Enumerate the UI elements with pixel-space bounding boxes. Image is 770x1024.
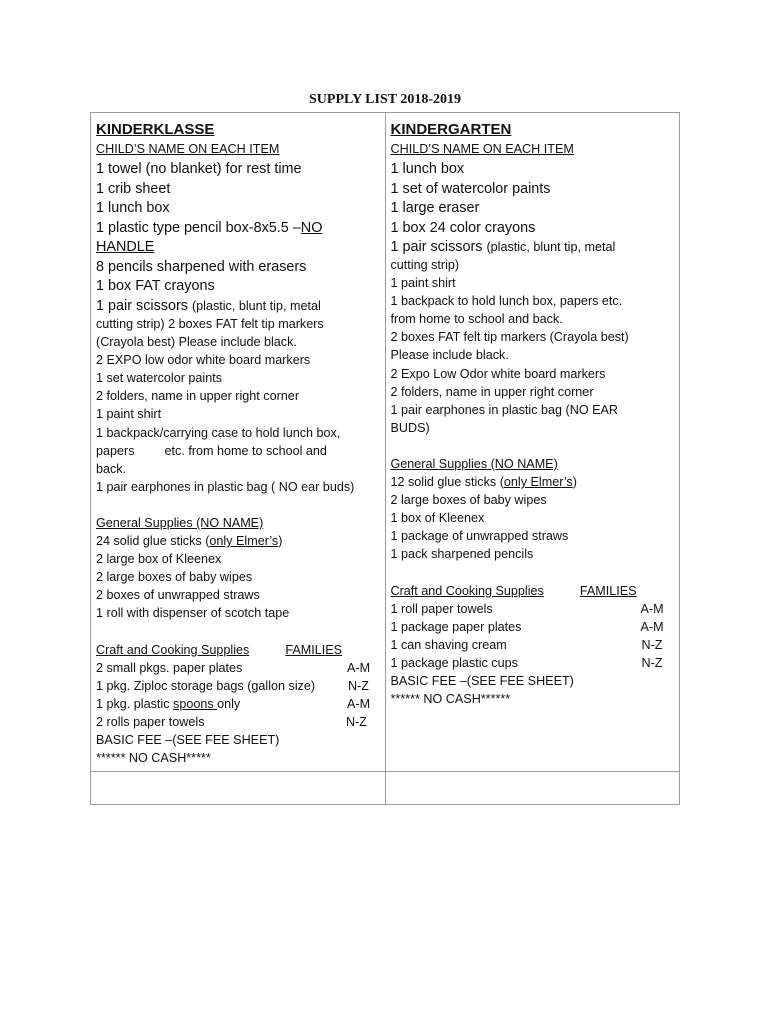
list-item: 24 solid glue sticks (only Elmer’s) [96, 534, 283, 548]
list-item: 1 crib sheet [96, 181, 171, 197]
list-item: 1 lunch box [96, 200, 170, 216]
general-supplies-heading: General Supplies (NO NAME) [390, 457, 558, 471]
list-item: 1 lunch box [390, 161, 465, 177]
craft-item: 1 pkg. Ziploc storage bags (gallon size) [96, 679, 316, 693]
list-item: 1 pack sharpened pencils [390, 547, 534, 561]
list-item: 2 large boxes of baby wipes [96, 570, 253, 584]
list-item: 1 pair scissors (plastic, blunt tip, metal [390, 239, 616, 255]
list-item: 1 box 24 color crayons [390, 220, 536, 236]
empty-footer-cell [385, 772, 680, 805]
document-title: SUPPLY LIST 2018-2019 [309, 92, 461, 107]
kinderklasse-heading: KINDERKLASSE [96, 121, 215, 138]
family-code: A-M [640, 620, 664, 634]
list-item: 2 boxes of unwrapped straws [96, 588, 260, 602]
list-item: 1 pair scissors (plastic, blunt tip, metal [96, 298, 321, 314]
list-item: 1 backpack to hold lunch box, papers etc. [390, 294, 623, 308]
list-item: 1 box of Kleenex [390, 511, 485, 525]
list-item: 1 pair earphones in plastic bag ( NO ear buds) [96, 480, 355, 494]
list-item: 2 folders, name in upper right corner [96, 389, 300, 403]
list-item: 2 large box of Kleenex [96, 552, 222, 566]
craft-item: 1 package paper plates [390, 620, 522, 634]
list-item: 1 paint shirt [96, 407, 162, 421]
craft-item: 1 roll paper towels [390, 602, 493, 616]
cash-note: ****** NO CASH****** [390, 692, 511, 706]
list-item: 1 set watercolor paints [96, 371, 222, 385]
list-item: 1 set of watercolor paints [390, 181, 551, 197]
general-supplies-heading: General Supplies (NO NAME) [96, 516, 264, 530]
name-note: CHILD’S NAME ON EACH ITEM [96, 142, 280, 156]
list-item: back. [96, 462, 127, 476]
list-item: (Crayola best) Please include black. [96, 335, 297, 349]
list-item: 1 towel (no blanket) for rest time [96, 161, 302, 177]
list-item: 2 EXPO low odor white board markers [96, 353, 311, 367]
list-item: 12 solid glue sticks (only Elmer’s) [390, 475, 577, 489]
list-item: 1 paint shirt [390, 276, 456, 290]
list-item: from home to school and back. [390, 312, 563, 326]
list-item: 1 plastic type pencil box-8x5.5 –NO [96, 220, 323, 236]
kindergarten-column [385, 113, 680, 772]
supply-table [90, 112, 680, 805]
empty-footer-cell [91, 772, 386, 805]
name-note: CHILD’S NAME ON EACH ITEM [390, 142, 574, 156]
cash-note: ****** NO CASH***** [96, 751, 211, 765]
list-item: cutting strip) 2 boxes FAT felt tip markers [96, 317, 324, 331]
list-item: cutting strip) [390, 258, 460, 272]
list-item: HANDLE [96, 239, 155, 255]
fee-note: BASIC FEE –(SEE FEE SHEET) [96, 733, 280, 747]
family-code: N-Z [641, 656, 663, 670]
list-item: 2 folders, name in upper right corner [390, 385, 594, 399]
craft-supplies-heading: Craft and Cooking Supplies FAMILIES [390, 584, 637, 598]
craft-item: 1 can shaving cream [390, 638, 507, 652]
list-item: 2 Expo Low Odor white board markers [390, 367, 606, 381]
family-code: A-M [347, 661, 371, 675]
list-item: 1 box FAT crayons [96, 278, 215, 294]
list-item: 2 large boxes of baby wipes [390, 493, 547, 507]
list-item: 1 package of unwrapped straws [390, 529, 569, 543]
family-code: N-Z [641, 638, 663, 652]
craft-supplies-heading: Craft and Cooking Supplies FAMILIES [96, 643, 343, 657]
list-item: 1 backpack/carrying case to hold lunch box, [96, 426, 341, 440]
family-code: A-M [640, 602, 664, 616]
list-item: 8 pencils sharpened with erasers [96, 259, 307, 275]
craft-item: 2 rolls paper towels [96, 715, 205, 729]
kindergarten-heading: KINDERGARTEN [390, 121, 512, 138]
craft-item: 1 package plastic cups [390, 656, 518, 670]
list-item: BUDS) [390, 421, 430, 435]
family-code: A-M [347, 697, 371, 711]
list-item: 1 roll with dispenser of scotch tape [96, 606, 290, 620]
list-item: 1 large eraser [390, 200, 480, 216]
list-item: papers etc. from home to school and [96, 444, 327, 458]
kinderklasse-column [91, 113, 386, 772]
craft-item: 2 small pkgs. paper plates [96, 661, 243, 675]
list-item: Please include black. [390, 348, 509, 362]
family-code: N-Z [348, 679, 369, 693]
fee-note: BASIC FEE –(SEE FEE SHEET) [390, 674, 574, 688]
list-item: 2 boxes FAT felt tip markers (Crayola best) [390, 330, 629, 344]
list-item: 1 pair earphones in plastic bag (NO EAR [390, 403, 619, 417]
craft-item: 1 pkg. plastic spoons only [96, 697, 241, 711]
family-code: N-Z [346, 715, 367, 729]
